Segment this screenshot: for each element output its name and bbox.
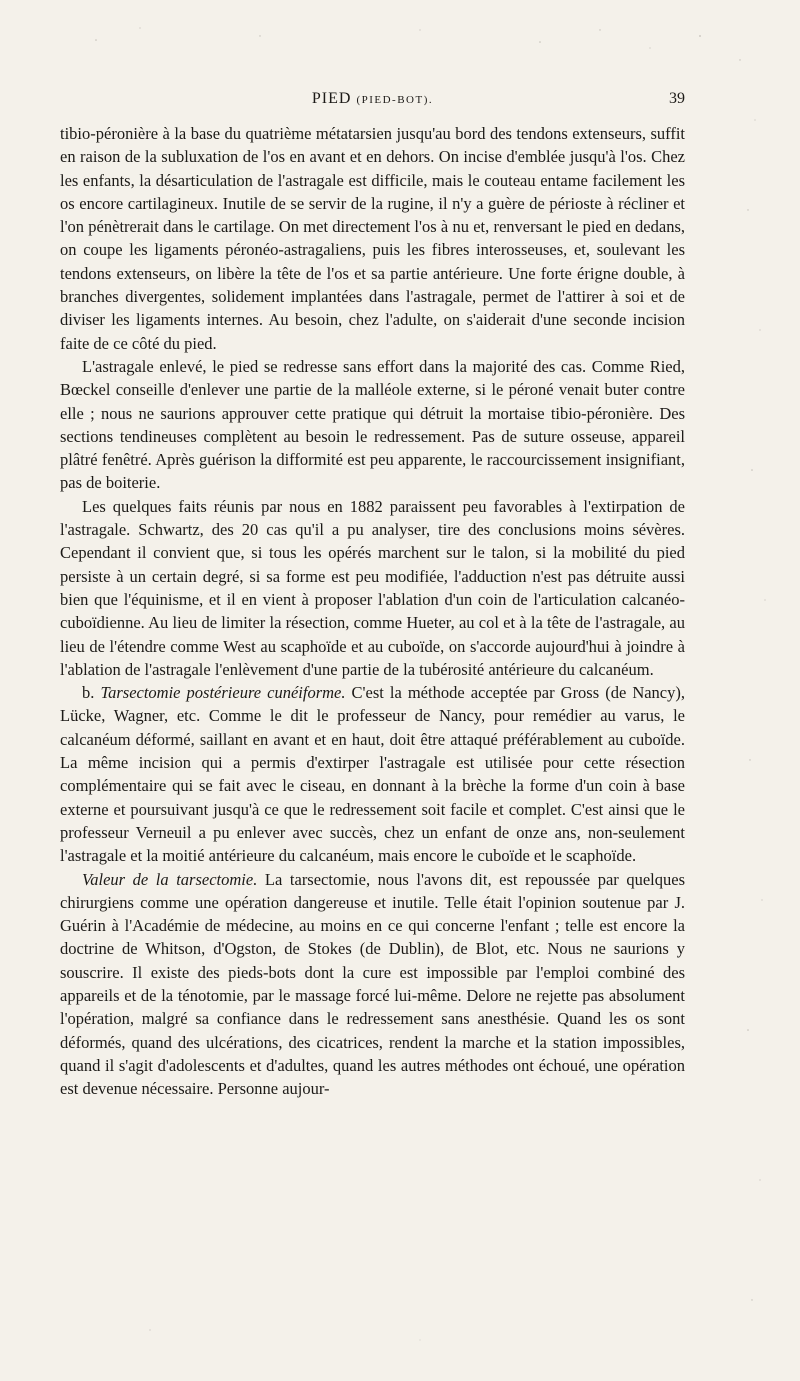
section-heading-tarsectomie-posterieure: Tarsectomie postérieure cunéiforme. (100, 683, 346, 703)
paragraph-4-lead: b. (82, 683, 101, 703)
paragraph-5: Valeur de la tarsectomie. La tarsectomie, nous l'avons dit, est repoussée par quelques chirurgiens comme une opération dangereuse et inutile. Telle était l'opinion soutenue par J. Guérin à l'Académie de médecine, au moins en ce qui concerne l'enfant ; telle est encore la doctrine de Whitson, d'Ogston, de Stokes (de Dublin), de Blot, etc. Nous ne saurions y souscrire. Il existe des pieds-bots dont la cure est impossible par l'emploi combiné des appareils et de la ténotomie, par le massage forcé lui-même. Delore ne rejette pas absolument l'opération, malgré sa confiance dans le redressement sans anesthésie. Quand les os sont déformés, quand des ulcérations, des cicatrices, rendent la marche et la station impossibles, quand il s'agit d'adolescents et d'adultes, quand les autres méthodes ont échoué, une opération est devenue nécessaire. Personne aujour- (60, 869, 686, 1099)
paragraph-1: tibio-péronière à la base du quatrième métatarsien jusqu'au bord des tendons extenseurs, suffit en raison de la subluxation de l'os en avant et en dehors. On incise d'emblée jusqu'à l'os. Chez les enfants, la désarticulation de l'astragale est difficile, mais le couteau entame facilement les os encore cartilagineux. Inutile de se servir de la rugine, il n'y a guère de périoste à récliner et l'on pénètrerait dans le cartilage. On met directement l'os à nu et, renversant le pied en dedans, on coupe les ligaments péronéo-astragaliens, puis les fibres interosseuses, et, soulevant les tendons extenseurs, on libère la tête de l'os et sa partie antérieure. Une forte érigne double, à branches divergentes, solidement implantées dans l'astragale, permet de l'attirer à soi et de diviser les ligaments internes. Au besoin, chez l'adulte, on s'aiderait d'une seconde incision faite de ce côté du pied. (60, 124, 685, 353)
page-number: 39 (669, 90, 685, 107)
body-text (60, 122, 685, 1100)
paragraph-4: b. Tarsectomie postérieure cunéiforme. C'est la méthode acceptée par Gross (de Nancy), Lücke, Wagner, etc. Comme le dit le professeur de Nancy, pour remédier au varus, le calcanéum déformé, saillant en avant et en haut, doit être attaqué préférablement au cuboïde. La même incision qui a permis d'extirper l'astragale est utilisée pour cette résection complémentaire qui se fait avec le ciseau, en donnant à la brèche la forme d'un coin à base externe et poursuivant jusqu'à ce que le redressement soit facile et complet. C'est ainsi que le professeur Verneuil a pu enlever avec succès, chez un enfant de onze ans, non-seulement l'astragale et la moitié antérieure du calcanéum, mais encore le cuboïde et le scaphoïde. (60, 683, 685, 866)
running-title (60, 90, 685, 108)
running-header (60, 90, 685, 112)
section-heading-valeur-tarsectomie: Valeur de la tarsectomie. (82, 869, 258, 889)
paragraph-3: Les quelques faits réunis par nous en 1882 paraissent peu favorables à l'extirpation de l'astragale. Schwartz, des 20 cas qu'il a pu analyser, tire des conclusions moins sévères. Cependant il convient que, si tous les opérés marchent sur le talon, si la mobilité du pied persiste à un certain degré, si sa forme est peu modifiée, l'adduction n'est pas détruite aussi bien que l'équinisme, et il en vient à proposer l'ablation d'un coin de l'articulation calcanéo-cuboïdienne. Au lieu de limiter la résection, comme Hueter, au col et à la tête de l'astragale, au lieu de l'étendre comme West au scaphoïde et au cuboïde, on s'accorde aujourd'hui à joindre à l'ablation de l'astragale l'enlèvement d'une partie de la tubérosité antérieure du calcanéum. (60, 496, 685, 679)
running-title-main: PIED (311, 90, 352, 107)
running-title-sub: (PIED-BOT). (356, 94, 434, 106)
paragraph-2: L'astragale enlevé, le pied se redresse sans effort dans la majorité des cas. Comme Ried, Bœckel conseille d'enlever une partie de la malléole externe, si le péroné venait buter contre elle ; nous ne saurions approuver cette pratique qui détruit la mortaise tibio-péronière. Des sections tendineuses complètent au besoin le redressement. Pas de suture osseuse, appareil plâtré fenêtré. Après guérison la difformité est peu apparente, le raccourcissement insignifiant, pas de boiterie. (60, 356, 685, 493)
